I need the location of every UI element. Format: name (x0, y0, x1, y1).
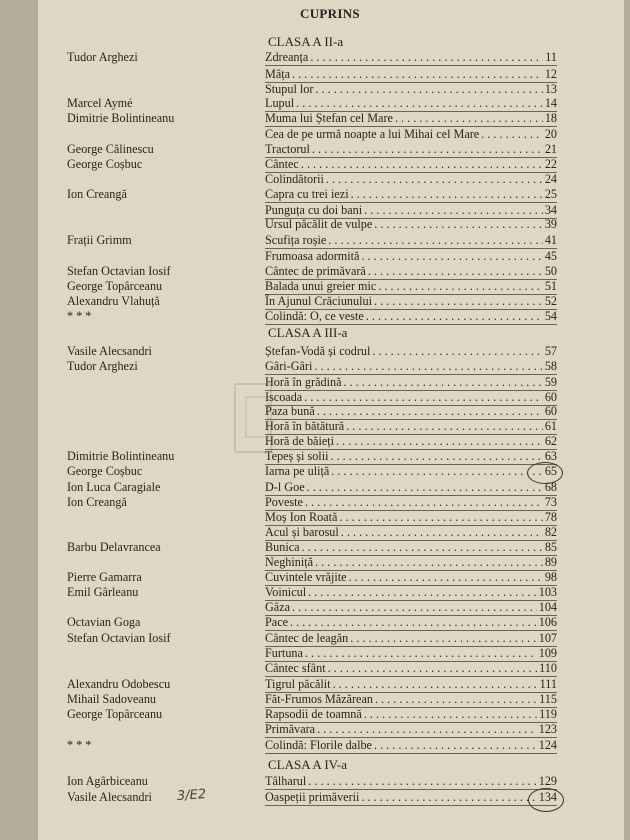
toc-entry-title: Moș Ion Roată (265, 510, 338, 524)
toc-entry-title: Horă în grădină (265, 375, 342, 389)
toc-author: George Topârceanu (67, 279, 163, 293)
toc-row (0, 691, 630, 707)
toc-entry-title: Ursul păcălit de vulpe (265, 217, 373, 231)
toc-entry-title: Tractorul (265, 142, 310, 156)
toc-page-number: 25 (544, 187, 557, 201)
toc-row (0, 773, 630, 789)
dot-leader (301, 156, 543, 172)
dot-leader (331, 463, 543, 479)
toc-entry-title: Acul și barosul (265, 525, 339, 539)
toc-page-number: 12 (544, 67, 557, 81)
toc-author: * * * (67, 738, 92, 752)
toc-row (0, 539, 630, 555)
toc-entry-title: Gâza (265, 600, 291, 614)
toc-author: Emil Gârleanu (67, 585, 139, 599)
dot-leader (314, 358, 542, 374)
toc-entry-title: Primăvara (265, 722, 316, 736)
toc-entry-title: Horă de băieți (265, 434, 335, 448)
toc-row (0, 110, 630, 126)
toc-row (0, 95, 630, 111)
toc-row (0, 494, 630, 510)
toc-page-number: 51 (544, 279, 557, 293)
toc-entry (265, 216, 557, 232)
toc-entry-title: Oaspeții primăverii (265, 790, 360, 804)
toc-page-number: 54 (544, 309, 557, 323)
toc-row (0, 403, 630, 419)
toc-entry (265, 614, 557, 631)
class-heading: CLASA A II-a (268, 34, 344, 49)
toc-entry-title: Cea de pe urmă noapte a lui Mihai cel Mare (265, 127, 480, 141)
toc-page-number: 41 (544, 233, 557, 247)
toc-entry (265, 463, 557, 479)
dot-leader (364, 706, 537, 722)
toc-page-number: 20 (544, 127, 557, 141)
class-heading: CLASA A III-a (268, 325, 348, 340)
toc-page-number: 85 (544, 540, 557, 554)
toc-page-number: 57 (544, 344, 557, 358)
toc-entry-title: Ștefan-Vodă și codrul (265, 344, 371, 358)
toc-entry-title: Muma lui Ștefan cel Mare (265, 111, 393, 125)
toc-entry-title: Balada unui greier mic (265, 279, 377, 293)
toc-row (0, 584, 630, 600)
toc-row (0, 448, 630, 464)
toc-row (0, 308, 630, 324)
toc-row (0, 171, 630, 187)
toc-entry-title: Cuvintele vrăjite (265, 570, 347, 584)
toc-author: George Coșbuc (67, 157, 143, 171)
toc-entry (265, 789, 557, 806)
toc-author: * * * (67, 309, 92, 323)
toc-row (0, 630, 630, 646)
dot-leader (375, 691, 537, 707)
toc-author: Mihail Sadoveanu (67, 692, 157, 706)
dot-leader (366, 308, 543, 324)
toc-page-number: 111 (539, 677, 557, 691)
toc-page-number: 18 (544, 111, 557, 125)
dot-leader (351, 186, 543, 202)
toc-row (0, 374, 630, 390)
toc-author: George Coșbuc (67, 464, 143, 478)
toc-page-number: 58 (544, 359, 557, 373)
dot-leader (312, 141, 543, 157)
toc-entry (265, 248, 557, 264)
toc-author: Ion Creangă (67, 187, 127, 201)
toc-author: Tudor Arghezi (67, 50, 138, 64)
toc-author: Octavian Goga (67, 615, 141, 629)
toc-author: Ion Luca Caragiale (67, 480, 161, 494)
dot-leader (372, 343, 542, 359)
toc-row (0, 721, 630, 737)
toc-entry-title: Lupul (265, 96, 295, 110)
toc-row (0, 554, 630, 570)
toc-page-number: 110 (539, 661, 557, 675)
toc-page-number: 107 (538, 631, 557, 645)
toc-row (0, 343, 630, 359)
toc-entry-title: Colindătorii (265, 172, 324, 186)
toc-entry (265, 110, 557, 127)
toc-row (0, 66, 630, 82)
toc-page-number: 13 (544, 82, 557, 96)
toc-page-number: 68 (544, 480, 557, 494)
toc-author: Stefan Octavian Iosif (67, 264, 171, 278)
toc-entry-title: În Ajunul Crăciunului (265, 294, 372, 308)
dot-leader (307, 479, 543, 495)
toc-page-number: 24 (544, 172, 557, 186)
toc-entry-title: Tepeș și solii (265, 449, 329, 463)
toc-row (0, 614, 630, 630)
dot-leader (339, 509, 542, 525)
dot-leader (395, 110, 543, 126)
toc-entry-title: Stupul lor (265, 82, 314, 96)
toc-row (0, 569, 630, 585)
toc-page-number: 89 (544, 555, 557, 569)
toc-entry-title: Iarna pe uliță (265, 464, 330, 478)
toc-author: Ion Creangă (67, 495, 127, 509)
dot-leader (317, 403, 543, 419)
toc-page-number: 21 (544, 142, 557, 156)
dot-leader (315, 554, 543, 570)
toc-author: Frații Grimm (67, 233, 132, 247)
dot-leader (374, 216, 543, 232)
toc-entry (265, 343, 557, 359)
toc-page-number: 45 (544, 249, 557, 263)
toc-page-number: 129 (538, 774, 557, 788)
toc-author: Stefan Octavian Iosif (67, 631, 171, 645)
toc-page-number: 11 (545, 50, 557, 64)
dot-leader (292, 66, 543, 82)
toc-page-number: 98 (544, 570, 557, 584)
dot-leader (308, 773, 536, 789)
pen-circle-page-68 (527, 462, 563, 484)
toc-row (0, 186, 630, 202)
toc-page-number: 82 (544, 525, 557, 539)
dot-leader (326, 171, 543, 187)
toc-entry (265, 773, 557, 790)
toc-author: Marcel Aymé (67, 96, 133, 110)
toc-page-number: 109 (538, 646, 557, 660)
toc-page-number: 59 (544, 375, 557, 389)
toc-row (0, 358, 630, 374)
handwritten-note: 3/E2 (176, 787, 207, 804)
toc-page-number: 65 (544, 464, 557, 478)
dot-leader (305, 494, 543, 510)
toc-row (0, 126, 630, 142)
toc-author: Alexandru Odobescu (67, 677, 171, 691)
dot-leader (349, 569, 543, 585)
toc-page-number: 106 (538, 615, 557, 629)
dot-leader (341, 524, 543, 540)
dot-leader (378, 278, 542, 294)
toc-page-number: 115 (539, 692, 557, 706)
toc-row (0, 141, 630, 157)
toc-row (0, 660, 630, 676)
dot-leader (328, 232, 543, 248)
toc-page-number: 39 (544, 217, 557, 231)
toc-page-number: 78 (544, 510, 557, 524)
toc-author: Dimitrie Bolintineanu (67, 111, 175, 125)
toc-entry-title: Cântec de leagăn (265, 631, 349, 645)
toc-row (0, 645, 630, 661)
toc-entry (265, 358, 557, 375)
toc-entry (265, 171, 557, 187)
toc-row (0, 232, 630, 248)
toc-author: Pierre Gamarra (67, 570, 142, 584)
dot-leader (350, 630, 536, 646)
toc-page-number: 62 (544, 434, 557, 448)
dot-leader (361, 789, 536, 805)
dot-leader (290, 614, 537, 630)
toc-author: Vasile Alecsandri (67, 790, 152, 804)
pen-circle-page-134 (528, 788, 564, 812)
toc-page-number: 60 (544, 404, 557, 418)
toc-row (0, 433, 630, 449)
toc-entry-title: Zdreanța (265, 50, 309, 64)
toc-page-number: 61 (544, 419, 557, 433)
toc-entry-title: Bunica (265, 540, 300, 554)
toc-row (0, 524, 630, 540)
dot-leader (336, 433, 543, 449)
toc-page-number: 50 (544, 264, 557, 278)
toc-page-number: 52 (544, 294, 557, 308)
toc-entry-title: Capra cu trei iezi (265, 187, 349, 201)
toc-entry-title: Tigrul păcălit (265, 677, 331, 691)
class-heading: CLASA A IV-a (268, 757, 347, 772)
toc-entry (265, 737, 557, 754)
toc-entry-title: Tâlharul (265, 774, 307, 788)
dot-leader (346, 418, 543, 434)
toc-author: Tudor Arghezi (67, 359, 138, 373)
toc-entry-title: Scufița roșie (265, 233, 327, 247)
dot-leader (368, 263, 543, 279)
toc-author: George Topârceanu (67, 707, 163, 721)
toc-entry-title: Colindă: O, ce veste (265, 309, 364, 323)
toc-entry-title: Făt-Frumos Măzărean (265, 692, 373, 706)
toc-entry-title: Cântec sfânt (265, 661, 326, 675)
toc-author: Barbu Delavrancea (67, 540, 161, 554)
dot-leader (361, 248, 542, 264)
toc-author: Alexandru Vlahuță (67, 294, 160, 308)
toc-row (0, 293, 630, 309)
dot-leader (296, 95, 543, 111)
dot-leader (305, 645, 537, 661)
toc-author: Dimitrie Bolintineanu (67, 449, 175, 463)
toc-entry-title: Paza bună (265, 404, 315, 418)
toc-entry-title: Horă în bătătură (265, 419, 345, 433)
dot-leader (330, 448, 542, 464)
toc-author: Vasile Alecsandri (67, 344, 152, 358)
dot-leader (308, 584, 537, 600)
toc-entry-title: Furtuna (265, 646, 303, 660)
toc-entry-title: Gâri-Gâri (265, 359, 313, 373)
toc-entry (265, 660, 557, 677)
toc-entry-title: Punguța cu doi bani (265, 203, 363, 217)
dot-leader (481, 126, 543, 142)
toc-entry-title: Voinicul (265, 585, 307, 599)
toc-row (0, 278, 630, 294)
toc-row (0, 509, 630, 525)
toc-row (0, 676, 630, 692)
toc-entry-title: D-l Goe (265, 480, 305, 494)
toc-page-number: 104 (538, 600, 557, 614)
toc-author: George Călinescu (67, 142, 154, 156)
toc-row (0, 248, 630, 264)
toc-page-number: 60 (544, 390, 557, 404)
toc-entry-title: Cântec de primăvară (265, 264, 366, 278)
dot-leader (333, 676, 538, 692)
toc-page-number: 119 (539, 707, 557, 721)
toc-page-number: 134 (538, 790, 557, 804)
dot-leader (328, 660, 538, 676)
toc-entry (265, 126, 557, 142)
toc-row (0, 216, 630, 232)
toc-row (0, 599, 630, 615)
toc-entry-title: Neghiniță (265, 555, 314, 569)
toc-entry-title: Pace (265, 615, 289, 629)
toc-page-number: 63 (544, 449, 557, 463)
toc-page-number: 22 (544, 157, 557, 171)
toc-entry-title: Colindă: Florile dalbe (265, 738, 372, 752)
toc-page-number: 73 (544, 495, 557, 509)
toc-entry (265, 232, 557, 249)
toc-page-number: 123 (538, 722, 557, 736)
toc-page-number: 103 (538, 585, 557, 599)
dot-leader (374, 737, 537, 753)
toc-entry (265, 49, 557, 66)
toc-entry-title: Frumoasa adormită (265, 249, 360, 263)
toc-page-number: 124 (538, 738, 557, 752)
toc-title: CUPRINS (300, 6, 360, 21)
toc-entry-title: Cântec (265, 157, 299, 171)
toc-row (0, 737, 630, 753)
dot-leader (374, 293, 543, 309)
dot-leader (317, 721, 537, 737)
toc-row (0, 49, 630, 65)
toc-row (0, 706, 630, 722)
toc-entry-title: Poveste (265, 495, 303, 509)
toc-row (0, 418, 630, 434)
toc-entry (265, 721, 557, 738)
toc-row (0, 263, 630, 279)
dot-leader (310, 49, 543, 65)
toc-page-number: 14 (544, 96, 557, 110)
toc-page-number: 34 (544, 203, 557, 217)
toc-entry-title: Iscoada (265, 390, 303, 404)
dot-leader (343, 374, 542, 390)
toc-author: Ion Agârbiceanu (67, 774, 148, 788)
toc-entry-title: Rapsodii de toamnă (265, 707, 362, 721)
toc-row (0, 156, 630, 172)
toc-entry (265, 308, 557, 325)
dot-leader (302, 539, 543, 555)
dot-leader (292, 599, 537, 615)
toc-entry (265, 186, 557, 203)
toc-entry-title: Mâța (265, 67, 291, 81)
